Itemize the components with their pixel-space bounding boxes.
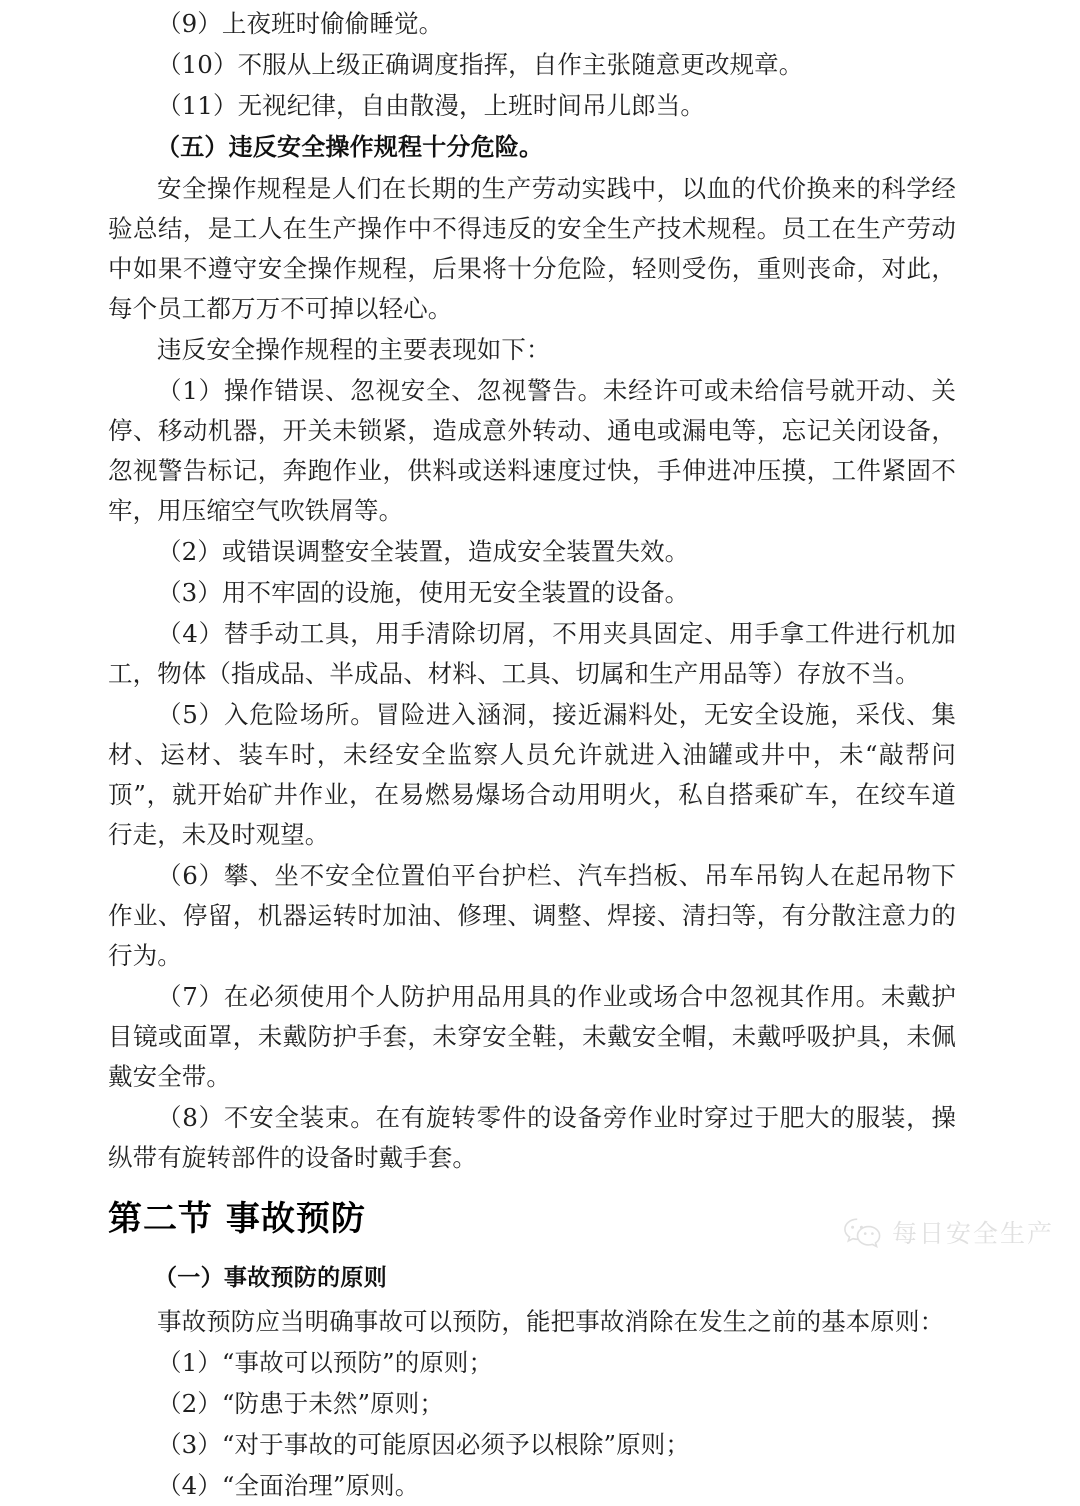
paragraph-principles-lead: 事故预防应当明确事故可以预防，能把事故消除在发生之前的基本原则： (157, 1307, 945, 1336)
list-item: （1）“事故可以预防”的原则； (157, 1348, 494, 1377)
list-item: （4）“全面治理”原则。 (157, 1471, 420, 1500)
list-item: （4）替手动工具，用手清除切屑，不用夹具固定、用手拿工件进行机加工，物体（指成品、半成品、材料、工具、切属和生产用品等）存放不当。 (108, 619, 956, 688)
list-item: （9）上夜班时偷偷睡觉。 (157, 9, 444, 38)
list-item: （6）攀、坐不安全位置伯平台护栏、汽车挡板、吊车吊钩人在起吊物下作业、停留，机器运转时加油、修理、调整、焊接、清扫等，有分散注意力的行为。 (108, 861, 956, 970)
paragraph-lead: 违反安全操作规程的主要表现如下： (157, 335, 551, 364)
list-item: （3）“对于事故的可能原因必须予以根除”原则； (157, 1430, 690, 1459)
list-item: （1）操作错误、忽视安全、忽视警告。未经许可或未给信号就开动、关停、移动机器，开关未锁紧，造成意外转动、通电或漏电等，忘记关闭设备，忽视警告标记，奔跑作业，供料或送料速度过快，手伸进冲压摸，工件紧固不牢，用压缩空气吹铁屑等。 (108, 376, 956, 525)
watermark-text: 每日安全生产 (891, 1219, 1054, 1248)
paragraph-intro: 安全操作规程是人们在长期的生产劳动实践中，以血的代价换来的科学经验总结，是工人在生产操作中不得违反的安全生产技术规程。员工在生产劳动中如果不遵守安全操作规程，后果将十分危险，轻则受伤，重则丧命，对此，每个员工都万万不可掉以轻心。 (108, 174, 956, 323)
list-item: （10）不服从上级正确调度指挥，自作主张随意更改规章。 (157, 50, 804, 79)
list-item: （2）或错误调整安全装置，造成安全装置失效。 (157, 537, 690, 566)
list-item: （3）用不牢固的设施，使用无安全装置的设备。 (157, 578, 690, 607)
heading-section-five: （五）违反安全操作规程十分危险。 (156, 133, 544, 161)
list-item: （11）无视纪律，自由散漫，上班时间吊儿郎当。 (157, 91, 705, 120)
list-item: （2）“防患于未然”原则； (157, 1389, 444, 1418)
list-item: （5）入危险场所。冒险进入涵洞，接近漏料处，无安全设施，采伐、集材、运材、装车时，未经安全监察人员允许就进入油罐或井中，未“敲帮问顶”，就开始矿井作业，在易燃易爆场合动用明火，私自搭乘矿车，在绞车道行走，未及时观望。 (108, 700, 956, 849)
page-title: 第二节 事故预防 (108, 1199, 366, 1239)
sub-heading-one: （一）事故预防的原则 (154, 1265, 387, 1291)
list-item: （7）在必须使用个人防护用品用具的作业或场合中忽视其作用。未戴护目镜或面罩，未戴防护手套，未穿安全鞋，未戴安全帽，未戴呼吸护具，未佩戴安全带。 (108, 982, 956, 1091)
list-item: （8）不安全装束。在有旋转零件的设备旁作业时穿过于肥大的服装，操纵带有旋转部件的设备时戴手套。 (108, 1103, 956, 1172)
